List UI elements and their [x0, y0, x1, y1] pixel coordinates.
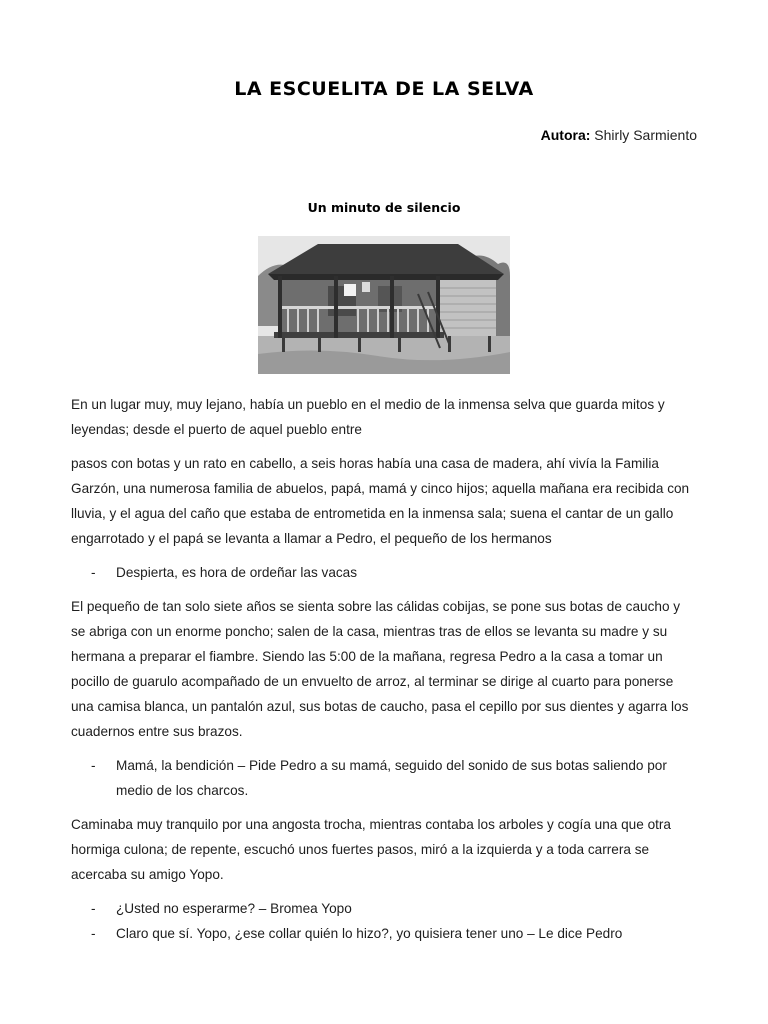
document-title: LA ESCUELITA DE LA SELVA [234, 78, 534, 100]
paragraph-2: pasos con botas y un rato en cabello, a seis horas había una casa de madera, ahí vivía la Familia Garzón, una numerosa familia de abuelos, papá, mamá y cinco hijos; aquella mañana era recibida con lluvia, y el agua del caño que estaba de entrometida en la inmensa sala; suena el cantar de un gallo engarrotado y el papá se levanta a llamar a Pedro, el pequeño de los hermanos [71, 456, 690, 546]
dialogue-dash: - [91, 758, 96, 773]
dialogue-line-2 [71, 753, 697, 803]
dialogue-dash: - [91, 926, 96, 941]
wooden-house-photo [258, 236, 510, 374]
dialogue-text: Claro que sí. Yopo, ¿ese collar quién lo hizo?, yo quisiera tener uno – Le dice Pedro [116, 926, 623, 941]
dialogue-dash: - [91, 565, 96, 580]
author-label: Autora: [540, 127, 591, 143]
dialogue-dash: - [91, 901, 96, 916]
chapter-subtitle: Un minuto de silencio [307, 200, 461, 215]
paragraph-3: El pequeño de tan solo siete años se sienta sobre las cálidas cobijas, se pone sus botas de caucho y se abriga con un enorme poncho; salen de la casa, mientras tras de ellos se levanta su madre y su hermana a preparar el fiambre. Siendo las 5:00 de la mañana, regresa Pedro a la casa a tomar un pocillo de guarulo acompañado de un envuelto de arroz, al terminar se dirige al cuarto para ponerse una camisa blanca, un pantalón azul, sus botas de caucho, pasa el cepillo por sus dientes y agarra los cuadernos entre sus brazos. [71, 599, 689, 739]
dialogue-line-1 [71, 560, 697, 585]
author-name: Shirly Sarmiento [594, 127, 697, 143]
dialogue-line-4 [71, 921, 697, 946]
dialogue-text: ¿Usted no esperarme? – Bromea Yopo [116, 901, 352, 916]
paragraph-4: Caminaba muy tranquilo por una angosta trocha, mientras contaba los arboles y cogía una que otra hormiga culona; de repente, escuchó unos fuertes pasos, miró a la izquierda y a toda carrera se acercaba su amigo Yopo. [71, 817, 671, 882]
paragraph-1: En un lugar muy, muy lejano, había un pueblo en el medio de la inmensa selva que guarda mitos y leyendas; desde el puerto de aquel pueblo entre [71, 397, 665, 437]
dialogue-line-3 [71, 896, 697, 921]
author-line [541, 127, 697, 143]
dialogue-text: Mamá, la bendición – Pide Pedro a su mamá, seguido del sonido de sus botas saliendo por medio de los charcos. [116, 758, 667, 798]
dialogue-text: Despierta, es hora de ordeñar las vacas [116, 565, 358, 580]
story-body [71, 392, 697, 946]
